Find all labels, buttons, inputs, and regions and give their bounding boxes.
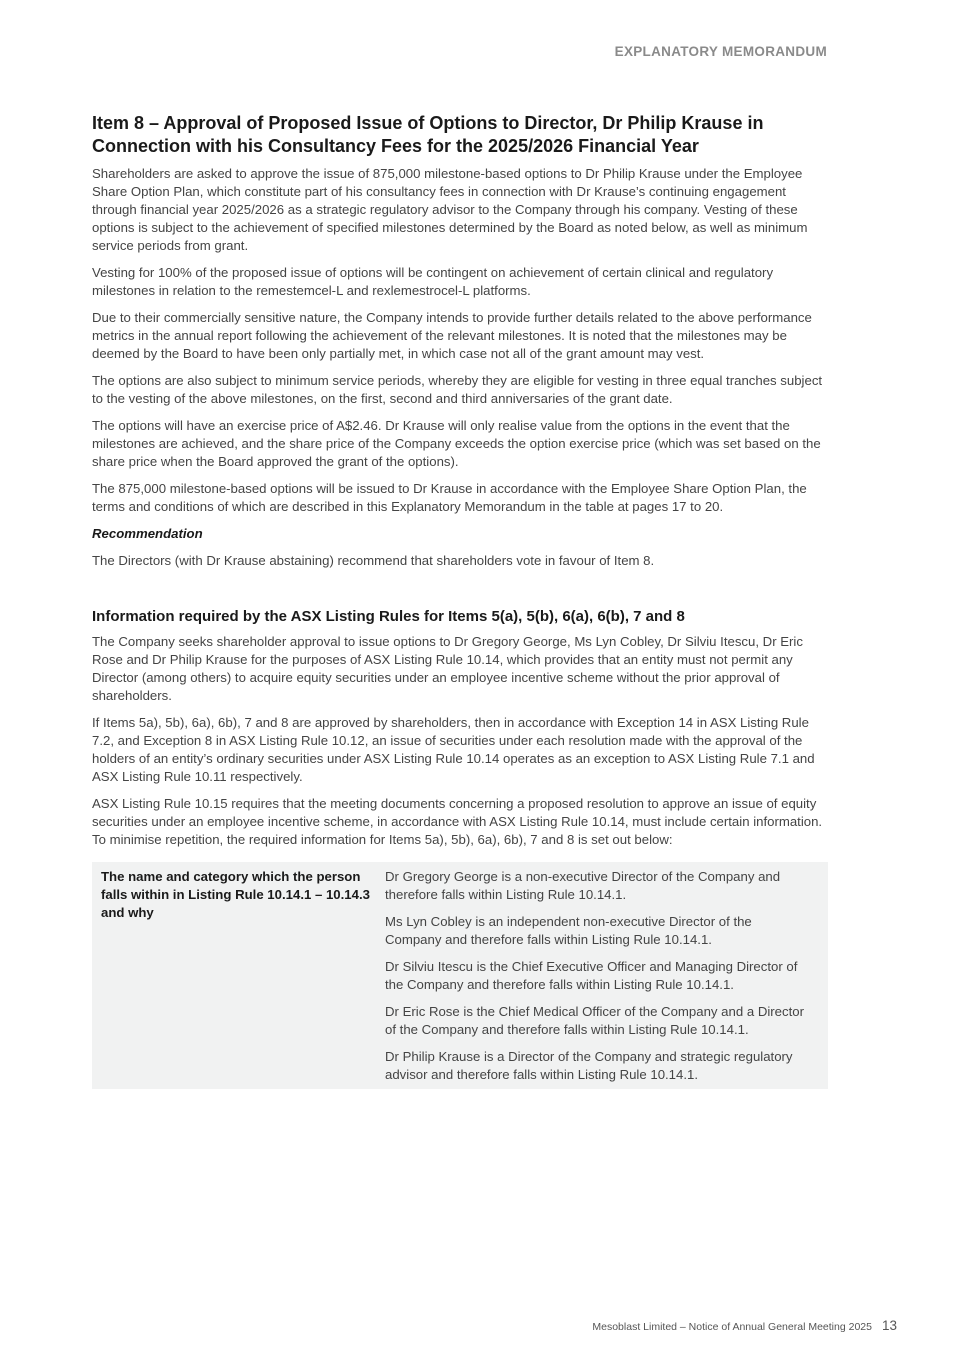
listing-rule-info-table [92, 862, 828, 1089]
section-header-label: EXPLANATORY MEMORANDUM [614, 44, 827, 59]
table-value-cell [385, 868, 808, 1084]
footer-document-title: Mesoblast Limited – Notice of Annual General Meeting 2025 [592, 1321, 872, 1333]
page-content [92, 112, 828, 1089]
item8-heading: Item 8 – Approval of Proposed Issue of Options to Director, Dr Philip Krause in Connection with his Consultancy Fees for the 2025/2026 Financial Year [92, 113, 764, 156]
director-category-entry: Dr Philip Krause is a Director of the Company and strategic regulatory advisor and therefore falls within Listing Rule 10.14.1. [385, 1049, 793, 1082]
asx-info-heading: Information required by the ASX Listing Rules for Items 5(a), 5(b), 6(a), 6(b), 7 and 8 [92, 608, 685, 625]
item8-paragraph: Shareholders are asked to approve the issue of 875,000 milestone-based options to Dr Philip Krause under the Employee Share Option Plan, which constitute part of his consultancy fees in connection with Dr Krause’s continuing engagement through financial year 2025/2026 as a strategic regulatory advisor to the Company through his company. Vesting of these options is subject to the achievement of specified milestones determined by the Board as noted below, as well as minimum service periods from grant. [92, 166, 808, 253]
asx-info-paragraph: If Items 5a), 5b), 6a), 6b), 7 and 8 are approved by shareholders, then in accordance with Exception 14 in ASX Listing Rule 7.2, and Exception 8 in ASX Listing Rule 10.12, an issue of securities under each resolution made with the approval of the holders of an entity’s ordinary securities under ASX Listing Rule 10.14 operates as an exception to ASX Listing Rule 7.1 and ASX Listing Rule 10.11 respectively. [92, 715, 815, 784]
asx-info-paragraph: The Company seeks shareholder approval to issue options to Dr Gregory George, Ms Lyn Cobley, Dr Silviu Itescu, Dr Eric Rose and Dr Philip Krause for the purposes of ASX Listing Rule 10.14, which provides that an entity must not permit any Director (among others) to acquire equity securities under an employee incentive scheme without the prior approval of shareholders. [92, 634, 803, 703]
item8-paragraph: Due to their commercially sensitive nature, the Company intends to provide further details related to the above performance metrics in the annual report following the achievement of the relevant milestones. It is noted that the milestones may be deemed by the Board to have been only partially met, in which case not all of the grant amount may vest. [92, 310, 812, 361]
item8-paragraph: Vesting for 100% of the proposed issue of options will be contingent on achievement of certain clinical and regulatory milestones in relation to the remestemcel-L and rexlemestrocel-L platforms. [92, 265, 774, 298]
director-category-entry: Dr Eric Rose is the Chief Medical Officer of the Company and a Director of the Company and therefore falls within Listing Rule 10.14.1. [385, 1004, 804, 1037]
recommendation-heading: Recommendation [92, 526, 203, 541]
director-category-entry: Ms Lyn Cobley is an independent non-executive Director of the Company and therefore falls within Listing Rule 10.14.1. [385, 914, 752, 947]
item8-paragraph: The options are also subject to minimum service periods, whereby they are eligible for vesting in three equal tranches subject to the vesting of the above milestones, on the first, second and third anniversaries of the grant date. [92, 373, 823, 406]
table-label-cell: The name and category which the person falls within in Listing Rule 10.14.1 – 10.14.3 and why [101, 869, 370, 920]
item8-paragraph: The 875,000 milestone-based options will be issued to Dr Krause in accordance with the Employee Share Option Plan, the terms and conditions of which are described in this Explanatory Memorandum in the table at pages 17 to 20. [92, 481, 807, 514]
director-category-entry: Dr Gregory George is a non-executive Director of the Company and therefore falls within Listing Rule 10.14.1. [385, 869, 781, 902]
director-category-entry: Dr Silviu Itescu is the Chief Executive Officer and Managing Director of the Company and therefore falls within Listing Rule 10.14.1. [385, 959, 798, 992]
page-footer [592, 1318, 897, 1333]
item8-paragraph: The options will have an exercise price of A$2.46. Dr Krause will only realise value from the options in the event that the milestones are achieved, and the share price of the Company exceeds the option exercise price (which was set based on the share price when the Board approved the grant of the options). [92, 418, 821, 469]
page-number: 13 [881, 1318, 897, 1333]
asx-info-paragraph: ASX Listing Rule 10.15 requires that the meeting documents concerning a proposed resolution to approve an issue of equity securities under an employee incentive scheme, in accordance with ASX Listing Rule 10.14, must include certain information. To minimise repetition, the required information for Items 5a), 5b), 6a), 6b), 7 and 8 is set out below: [92, 796, 823, 847]
recommendation-text: The Directors (with Dr Krause abstaining) recommend that shareholders vote in favour of Item 8. [92, 553, 655, 568]
